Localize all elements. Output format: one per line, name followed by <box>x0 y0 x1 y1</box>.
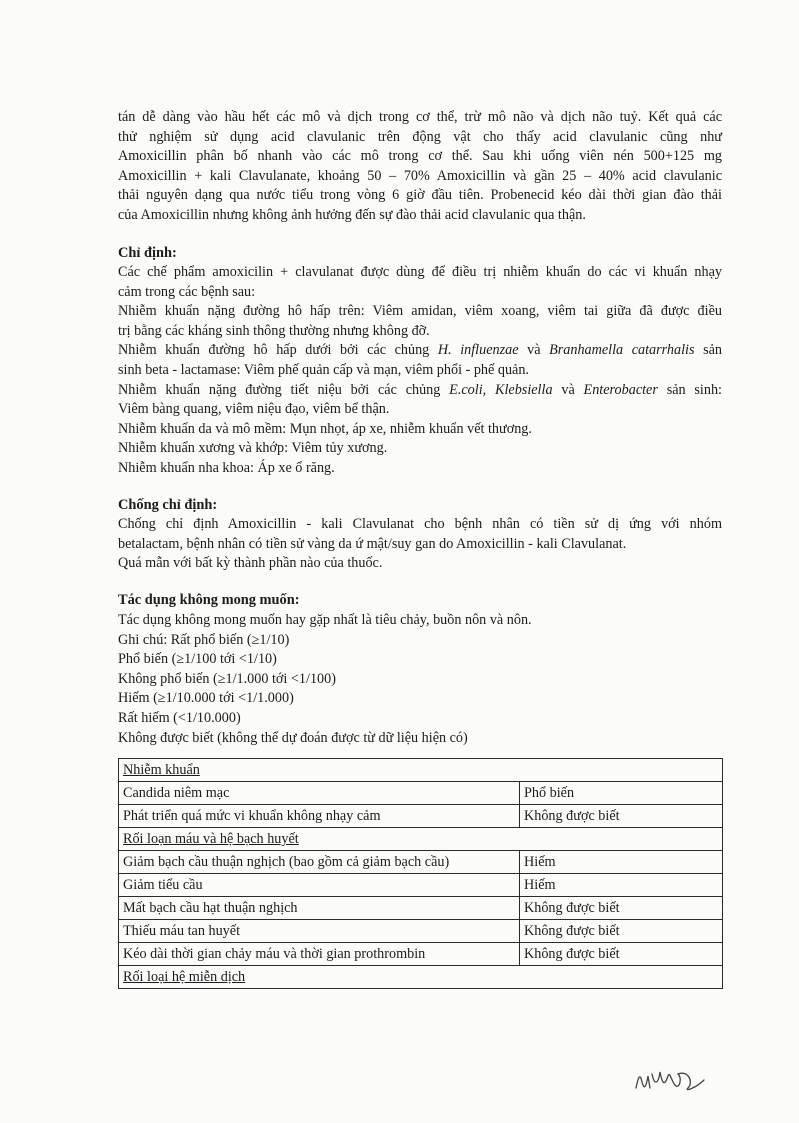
paragraph-line: Amoxicillin phân bố nhanh vào các mô trong cơ thể. Sau khi uống viên nén 500+125 mg <box>118 148 722 165</box>
table-section-header: Rối loạn máu và hệ bạch huyết <box>119 828 723 851</box>
list-item <box>118 341 722 361</box>
list-item: betalactam, bệnh nhân có tiền sử vàng da ứ mật/suy gan do Amoxicillin - kali Clavulanat. <box>118 535 627 552</box>
handwritten-signature <box>632 1058 722 1098</box>
text-fragment: và <box>518 342 550 359</box>
frequency-note: Tác dụng không mong muốn hay gặp nhất là tiêu chảy, buồn nôn và nôn. <box>118 612 532 628</box>
list-item: sinh beta - lactamase: Viêm phế quản cấp và mạn, viêm phổi - phế quản. <box>118 361 529 378</box>
frequency-cell: Hiếm <box>520 874 723 897</box>
paragraph-line: tán dễ dàng vào hầu hết các mô và dịch trong cơ thể, trừ mô não và dịch não tuỷ. Kết quả các <box>118 109 722 125</box>
adverse-effect-cell: Mất bạch cầu hạt thuận nghịch <box>119 897 520 920</box>
indications-list <box>118 263 722 479</box>
frequency-note: Phổ biến (≥1/100 tới <1/10) <box>118 651 277 668</box>
table-section-header: Rối loại hệ miễn dịch <box>119 966 723 989</box>
frequency-cell: Phổ biến <box>520 782 723 805</box>
list-item: Nhiễm khuẩn nặng đường hô hấp trên: Viêm amidan, viêm xoang, viêm tai giữa đã được điều <box>118 303 722 320</box>
pharmacokinetics-paragraph <box>118 108 722 226</box>
list-item <box>118 381 722 401</box>
text-fragment: Nhiễm khuẩn nặng đường tiết niệu bởi các chủng <box>118 381 450 398</box>
frequency-cell: Không được biết <box>520 943 723 966</box>
paragraph-line: Amoxicillin + kali Clavulanate, khoảng 50 – 70% Amoxicillin và gần 25 – 40% acid clavulanic <box>118 167 722 184</box>
list-item: cảm trong các bệnh sau: <box>118 283 256 300</box>
table-row <box>119 828 723 851</box>
adverse-effects-heading: Tác dụng không mong muốn: <box>118 592 300 608</box>
adverse-effects-table <box>118 758 723 989</box>
list-item: Các chế phẩm amoxicilin + clavulanat được dùng để điều trị nhiễm khuẩn do các vi khuẩn nhạy <box>118 264 722 280</box>
adverse-effects-notes <box>118 611 532 748</box>
frequency-cell: Hiếm <box>520 851 723 874</box>
text-fragment: và <box>552 381 584 398</box>
list-item: Nhiễm khuẩn nha khoa: Áp xe ổ răng. <box>118 459 335 476</box>
table-section-header: Nhiễm khuẩn <box>119 759 723 782</box>
text-fragment: Nhiễm khuẩn đường hô hấp dưới bởi các chủng <box>118 342 438 359</box>
adverse-effect-cell: Candida niêm mạc <box>119 782 520 805</box>
paragraph-line: thử nghiệm sử dụng acid clavulanic trên động vật cho thấy acid clavulanic cũng như <box>118 128 722 145</box>
adverse-effect-cell: Giảm bạch cầu thuận nghịch (bao gồm cả giảm bạch cầu) <box>119 851 520 874</box>
organism-name: Branhamella catarrhalis <box>549 342 695 359</box>
frequency-cell: Không được biết <box>520 897 723 920</box>
list-item: trị bằng các kháng sinh thông thường nhưng không đỡ. <box>118 322 430 339</box>
table-row <box>119 897 723 920</box>
contraindications-list <box>118 515 722 574</box>
paragraph-line: của Amoxicillin nhưng không ảnh hưởng đến sự đào thải acid clavulanic qua thận. <box>118 206 586 223</box>
text-fragment: sản <box>694 342 722 359</box>
adverse-effect-cell: Thiếu máu tan huyết <box>119 920 520 943</box>
frequency-cell: Không được biết <box>520 920 723 943</box>
contraindications-heading: Chống chỉ định: <box>118 497 218 513</box>
frequency-note: Rất hiếm (<1/10.000) <box>118 709 241 726</box>
adverse-effect-cell: Giảm tiểu cầu <box>119 874 520 897</box>
table-row <box>119 805 723 828</box>
text-fragment: sản sinh: <box>657 381 722 398</box>
frequency-note: Hiếm (≥1/10.000 tới <1/1.000) <box>118 690 294 707</box>
indications-heading: Chỉ định: <box>118 245 177 261</box>
table-row <box>119 851 723 874</box>
organism-name: Enterobacter <box>583 381 658 398</box>
table-row <box>119 759 723 782</box>
frequency-note: Không phổ biến (≥1/1.000 tới <1/100) <box>118 670 336 687</box>
adverse-effect-cell: Kéo dài thời gian chảy máu và thời gian prothrombin <box>119 943 520 966</box>
list-item: Chống chỉ định Amoxicillin - kali Clavulanat cho bệnh nhân có tiền sử dị ứng với nhóm <box>118 516 722 532</box>
frequency-cell: Không được biết <box>520 805 723 828</box>
paragraph-line: thải nguyên dạng qua nước tiểu trong vòng 6 giờ đầu tiên. Probenecid kéo dài thời gian đào thải <box>118 187 722 204</box>
table-row <box>119 943 723 966</box>
table-row <box>119 920 723 943</box>
list-item: Viêm bàng quang, viêm niệu đạo, viêm bể thận. <box>118 401 390 418</box>
list-item: Nhiễm khuẩn da và mô mềm: Mụn nhọt, áp xe, nhiễm khuẩn vết thương. <box>118 420 532 437</box>
table-row <box>119 782 723 805</box>
list-item: Nhiễm khuẩn xương và khớp: Viêm tủy xương. <box>118 440 388 457</box>
frequency-note: Không được biết (không thể dự đoán được từ dữ liệu hiện có) <box>118 729 468 746</box>
frequency-note: Ghi chú: Rất phổ biến (≥1/10) <box>118 631 290 648</box>
adverse-effect-cell: Phát triển quá mức vi khuẩn không nhạy cảm <box>119 805 520 828</box>
table-row <box>119 966 723 989</box>
table-row <box>119 874 723 897</box>
organism-name: H. influenzae <box>437 342 519 359</box>
organism-name: E.coli, Klebsiella <box>449 381 553 398</box>
list-item: Quá mẫn với bất kỳ thành phần nào của thuốc. <box>118 555 383 572</box>
